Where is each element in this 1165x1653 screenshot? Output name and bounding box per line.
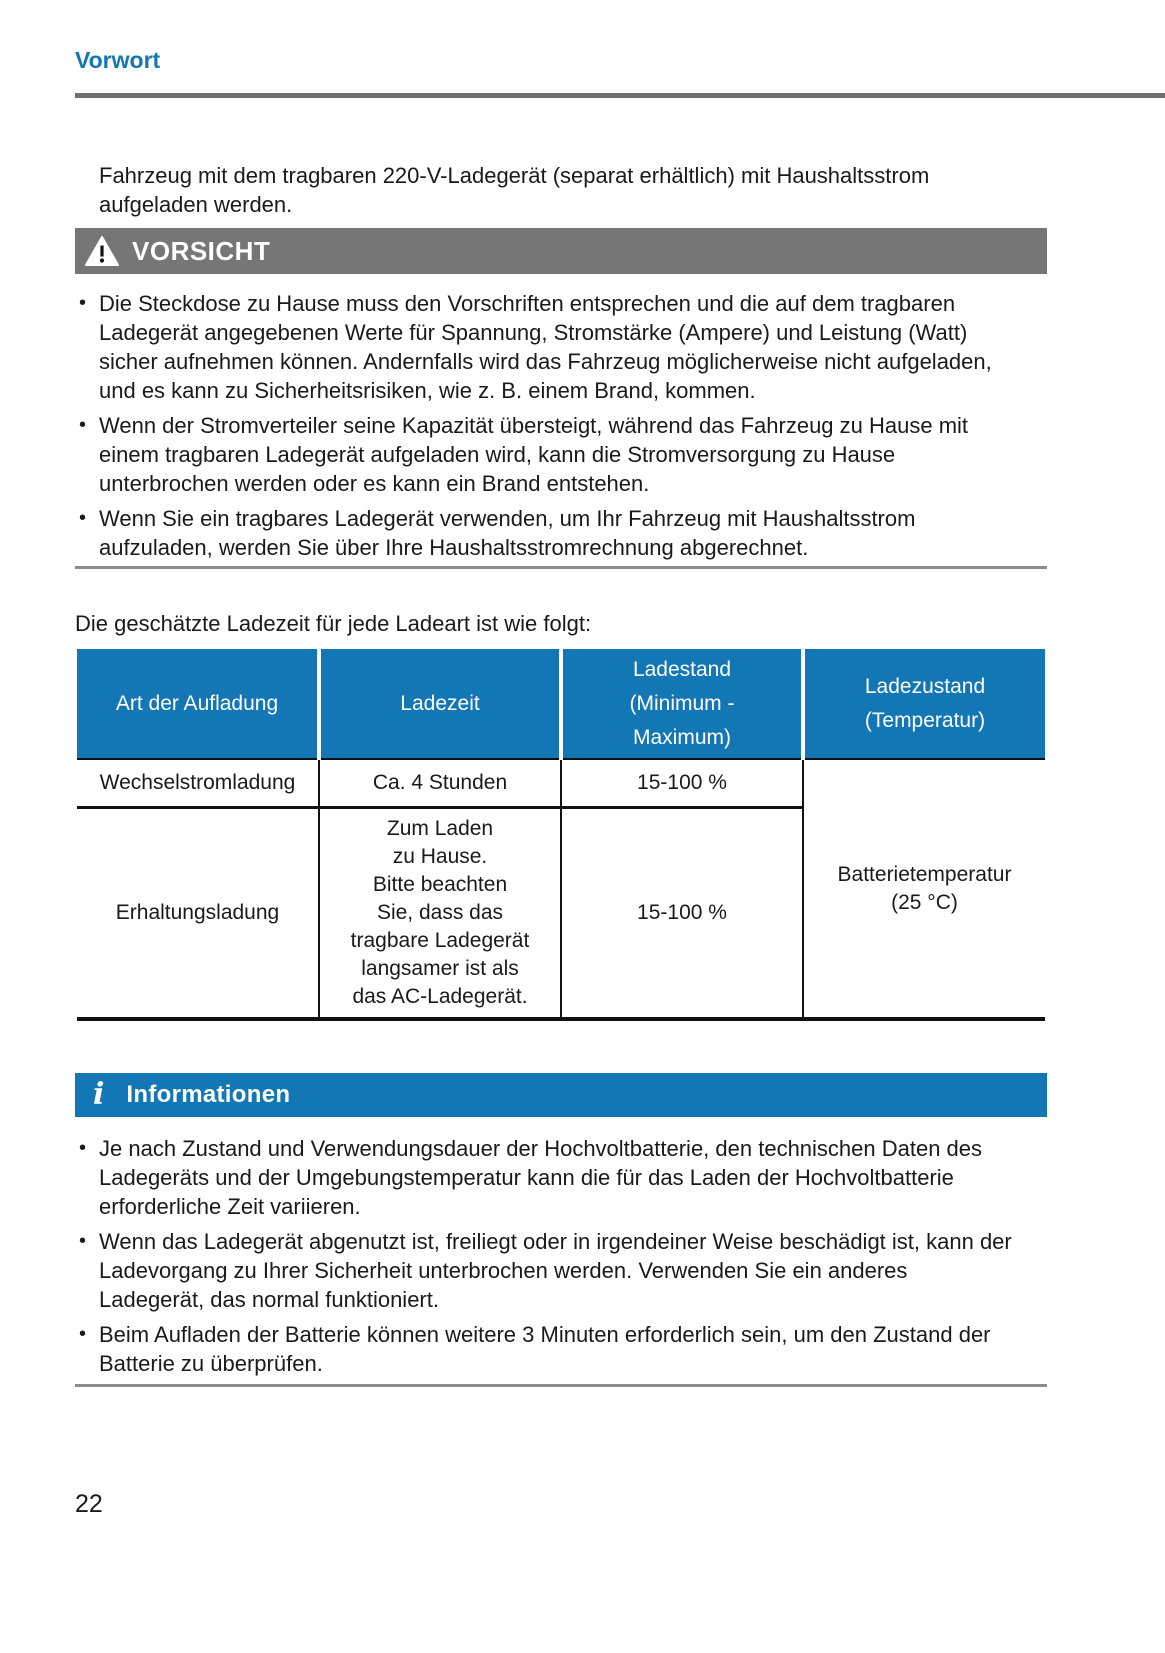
cell-art-aufladung: Erhaltungsladung [77,807,319,1019]
table-header-row [77,649,1045,759]
cell-ladezeit: Ca. 4 Stunden [319,759,561,807]
information-banner-label: Informationen [126,1081,291,1108]
charging-time-table [77,649,1045,1021]
table-row [77,759,1045,807]
page-title: Vorwort [75,47,161,73]
table-intro-text: Die geschätzte Ladezeit für jede Ladeart ist wie folgt: [75,611,592,636]
information-bullet-item: • Wenn das Ladegerät abgenutzt ist, freiliegt oder in irgendeiner Weise beschädigt ist, kann der Ladevorgang zu Ihrer Sicherheit unterbrochen werden. Verwenden Sie ein anderes Ladegerät, das normal funktioniert. [75,1227,1015,1314]
section-divider [75,566,1047,569]
information-bullet-item: • Je nach Zustand und Verwendungsdauer der Hochvoltbatterie, den technischen Daten des Ladegeräts und der Umgebungstemperatur kann die für das Laden der Hochvoltbatterie erforderliche Zeit variieren. [75,1134,1015,1221]
cell-batterietemperatur: Batterietemperatur (25 °C) [803,759,1045,1019]
footer-divider [75,1384,1047,1387]
caution-bullet-item: • Die Steckdose zu Hause muss den Vorschriften entsprechen und die auf dem tragbaren Ladegerät angegebenen Werte für Spannung, Stromstärke (Ampere) und Leistung (Watt) sicher aufnehmen können. Andernfalls wird das Fahrzeug möglicherweise nicht aufgeladen, und es kann zu Sicherheitsrisiken, wie z. B. einem Brand, kommen. [75,289,1015,405]
header-divider [75,93,1165,98]
intro-paragraph: Fahrzeug mit dem tragbaren 220-V-Ladegerät (separat erhältlich) mit Haushaltsstrom aufgeladen werden. [99,163,930,217]
column-header-ladezustand: Ladezustand (Temperatur) [803,649,1045,759]
page-number: 22 [75,1490,103,1518]
caution-bullet-item: • Wenn Sie ein tragbares Ladegerät verwenden, um Ihr Fahrzeug mit Haushaltsstrom aufzuladen, werden Sie über Ihre Haushaltsstromrechnung abgerechnet. [75,504,1015,562]
warning-triangle-icon [85,236,119,267]
information-banner [75,1073,1047,1117]
cell-ladestand: 15-100 % [561,759,803,807]
information-bullet-list [75,1134,1015,1378]
information-bullet-item: • Beim Aufladen der Batterie können weitere 3 Minuten erforderlich sein, um den Zustand der Batterie zu überprüfen. [75,1320,1015,1378]
cell-ladezeit: Zum Laden zu Hause. Bitte beachten Sie, dass das tragbare Ladegerät langsamer ist als das AC-Ladegerät. [319,807,561,1019]
caution-banner-label: VORSICHT [132,235,271,266]
caution-bullet-item: • Wenn der Stromverteiler seine Kapazität übersteigt, während das Fahrzeug zu Hause mit einem tragbaren Ladegerät aufgeladen wird, kann die Stromversorgung zu Hause unterbrochen werden oder es kann ein Brand entstehen. [75,411,1015,498]
cell-art-aufladung: Wechselstromladung [77,759,319,807]
column-header-ladestand: Ladestand (Minimum - Maximum) [561,649,803,759]
column-header-art: Art der Aufladung [77,649,319,759]
info-i-icon: i [93,1077,105,1112]
cell-ladestand: 15-100 % [561,807,803,1019]
caution-bullet-list [75,289,1015,562]
column-header-ladezeit: Ladezeit [319,649,561,759]
caution-banner [75,228,1047,274]
